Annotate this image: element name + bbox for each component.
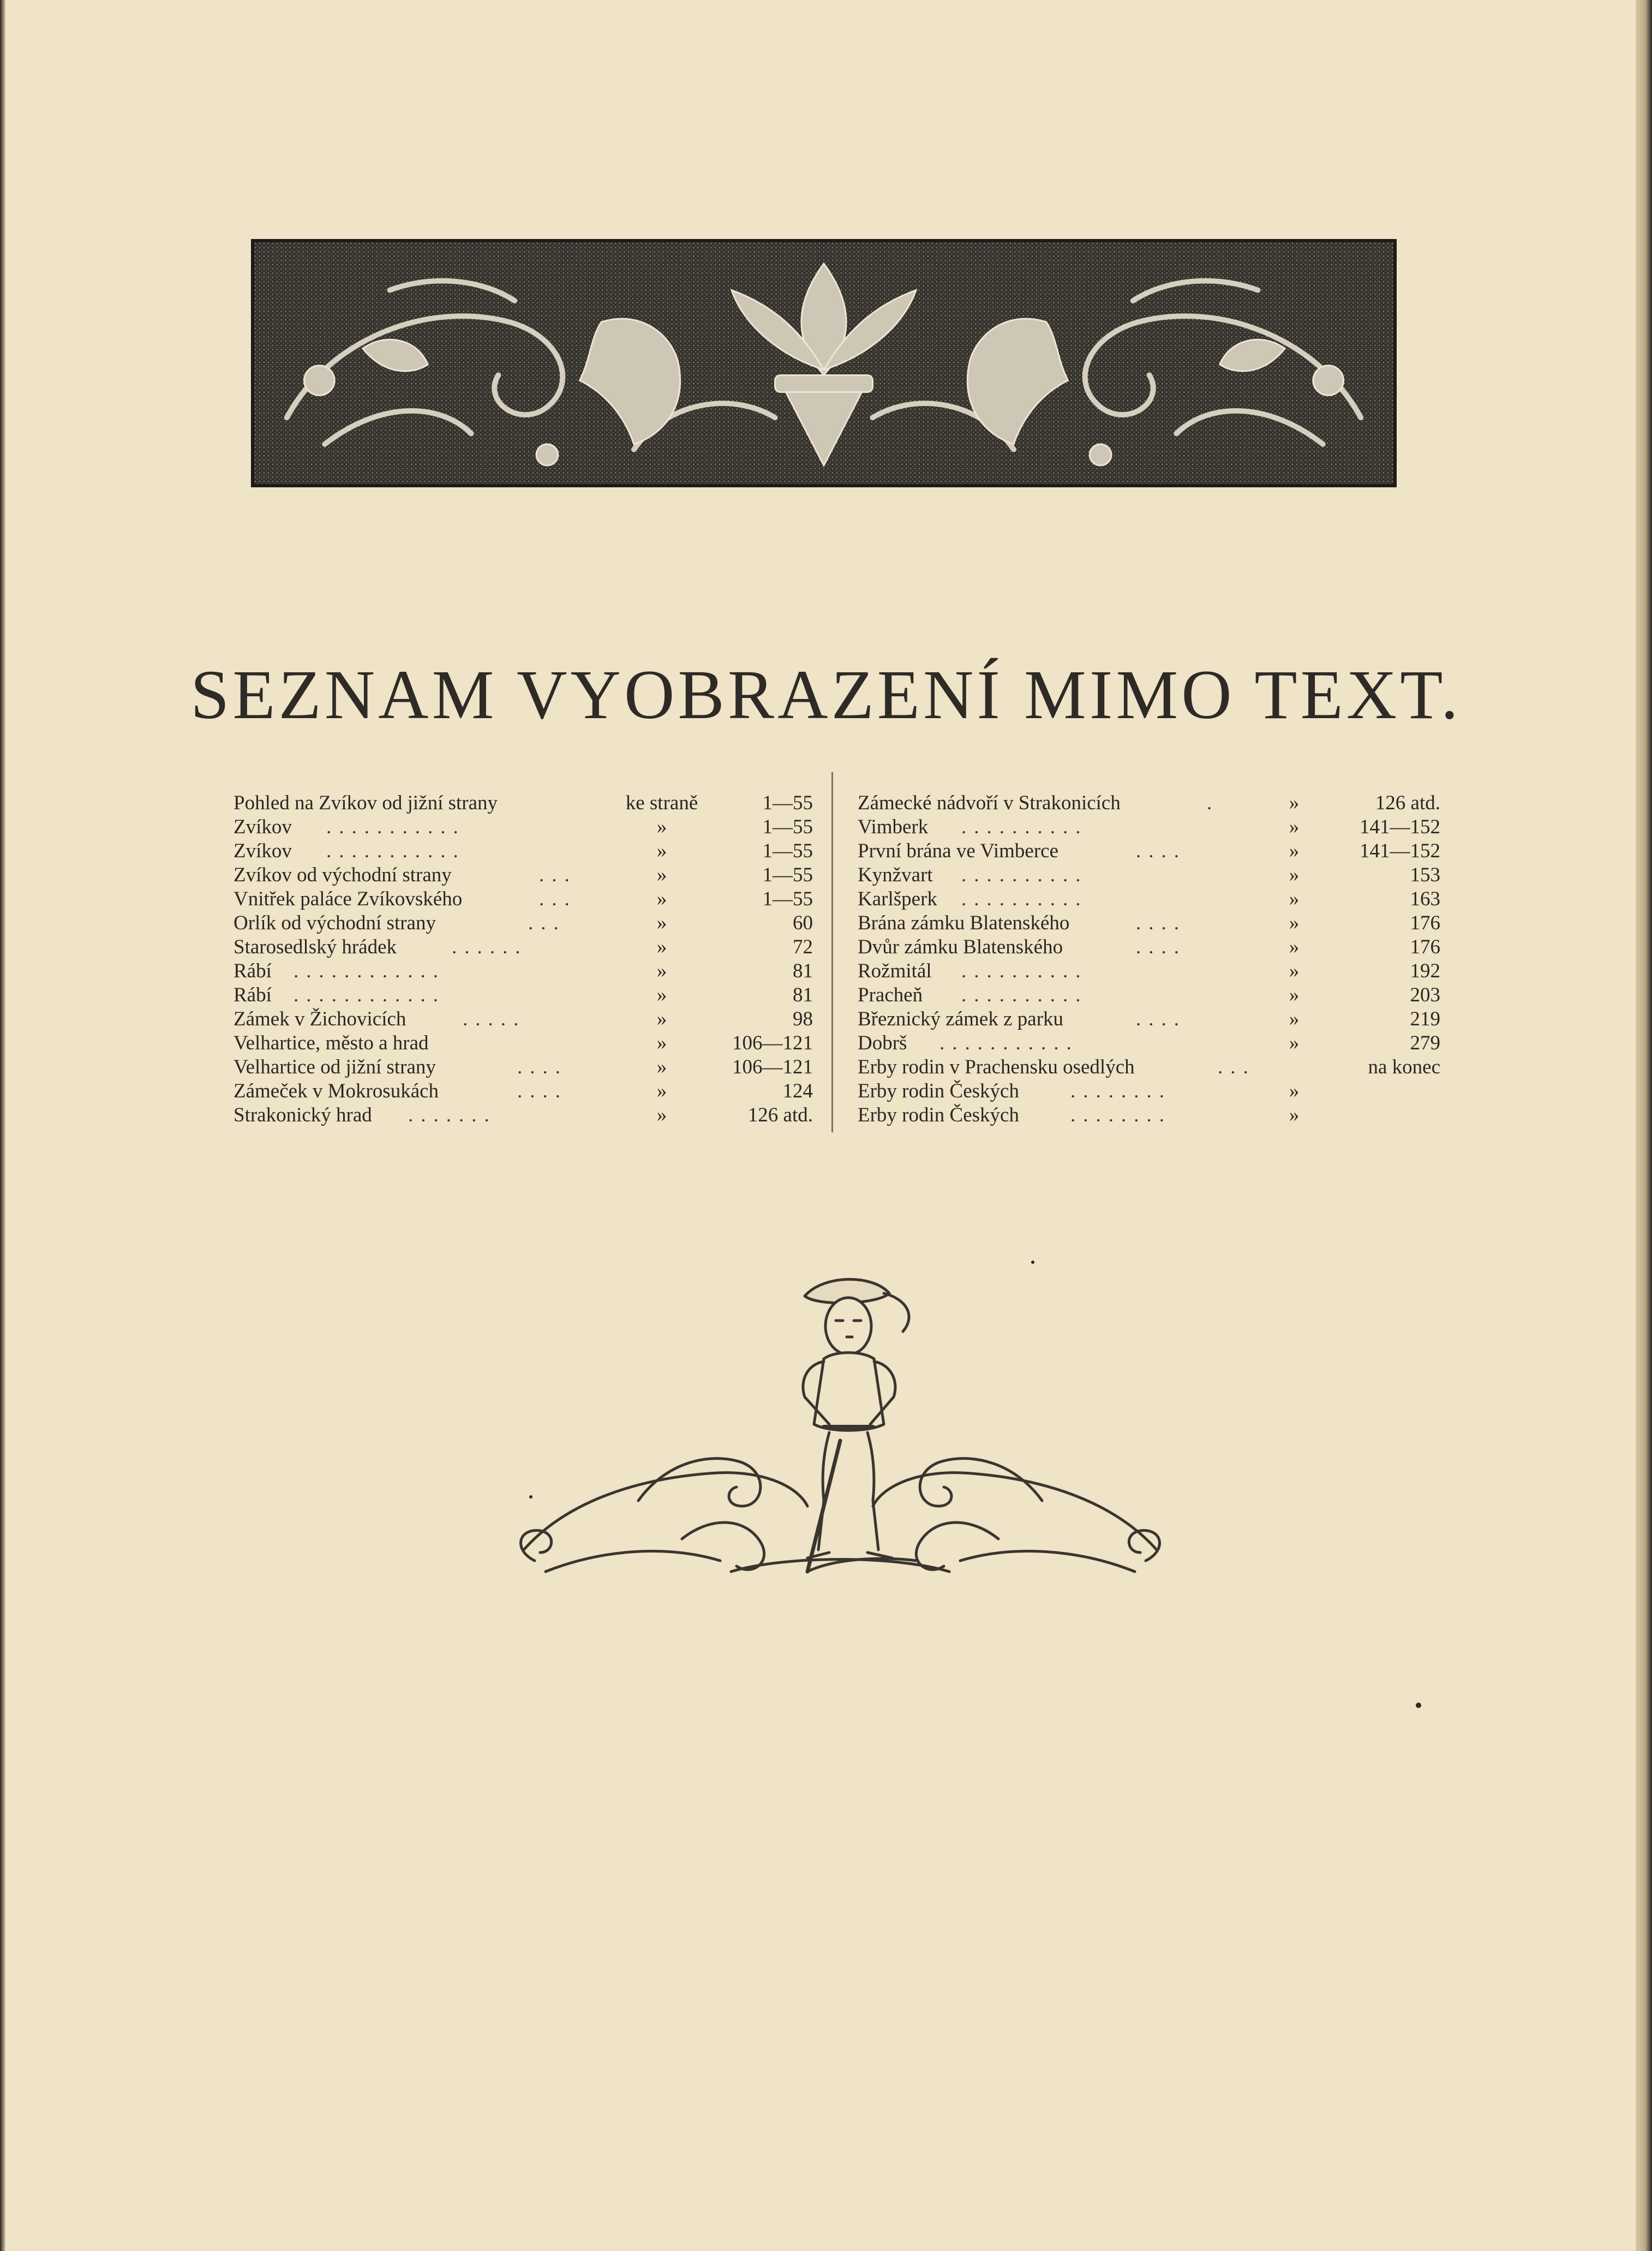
leader-dots: .... — [517, 1056, 568, 1078]
item-page: 106—121 — [732, 1056, 813, 1078]
list-item — [234, 1079, 813, 1103]
item-title: Rábí — [234, 960, 272, 982]
item-page: 1—55 — [762, 888, 813, 910]
item-title: Strakonický hrad — [234, 1104, 372, 1126]
item-title: Vimberk — [858, 816, 929, 838]
item-ref: » — [1289, 792, 1300, 814]
item-page: 1—55 — [762, 840, 813, 862]
item-title: Březnický zámek z parku — [858, 1008, 1064, 1030]
item-title: Dobrš — [858, 1032, 907, 1054]
list-item — [234, 863, 813, 887]
item-page: 279 — [1410, 1032, 1440, 1054]
item-ref: » — [656, 1104, 667, 1126]
list-item — [858, 983, 1440, 1007]
list-item — [858, 863, 1440, 887]
list-item — [234, 887, 813, 911]
list-item — [234, 1031, 813, 1055]
left-column-list — [234, 791, 813, 1127]
list-item — [234, 959, 813, 983]
leader-dots: .......... — [961, 888, 1088, 910]
leader-dots: ... — [539, 888, 577, 910]
item-ref: » — [1289, 816, 1300, 838]
item-ref: » — [1289, 912, 1300, 934]
item-page: 106—121 — [732, 1032, 813, 1054]
leader-dots: ........... — [939, 1032, 1079, 1054]
paper-speck — [1031, 1261, 1034, 1264]
item-ref: » — [1289, 840, 1300, 862]
item-page: 60 — [793, 912, 813, 934]
page-left-edge — [0, 0, 5, 2251]
list-item — [858, 1031, 1440, 1055]
item-title: Brána zámku Blatenského — [858, 912, 1070, 934]
headpiece-ornament — [251, 239, 1397, 487]
item-ref: » — [656, 936, 667, 958]
item-title: Erby rodin v Prachensku osedlých — [858, 1056, 1135, 1078]
item-ref: » — [656, 912, 667, 934]
item-ref: » — [656, 1080, 667, 1102]
item-title: Karlšperk — [858, 888, 937, 910]
leader-dots: ........... — [326, 840, 466, 862]
list-item — [234, 1007, 813, 1031]
item-ref: » — [656, 816, 667, 838]
leader-dots: ..... — [463, 1008, 526, 1030]
list-item — [858, 791, 1440, 815]
item-page: 98 — [793, 1008, 813, 1030]
item-page: 1—55 — [762, 792, 813, 814]
item-title: Velhartice od jižní strany — [234, 1056, 436, 1078]
item-page: 192 — [1410, 960, 1440, 982]
item-title: Zvíkov od východní strany — [234, 864, 452, 886]
item-title: Zvíkov — [234, 840, 292, 862]
item-ref: » — [656, 1056, 667, 1078]
leader-dots: .... — [1136, 936, 1187, 958]
leader-dots: .......... — [961, 984, 1088, 1006]
leader-dots: ........... — [326, 816, 466, 838]
item-page: na konec — [1368, 1056, 1440, 1078]
list-item — [858, 839, 1440, 863]
list-item — [858, 815, 1440, 839]
leader-dots: ... — [539, 864, 577, 886]
tailpiece-ornament — [502, 1244, 1178, 1604]
list-item — [858, 959, 1440, 983]
paper-speck — [1416, 1703, 1421, 1708]
leader-dots: ........ — [1070, 1104, 1172, 1126]
list-item — [234, 791, 813, 815]
leader-dots: .... — [517, 1080, 568, 1102]
list-item — [858, 1103, 1440, 1127]
item-page: 141—152 — [1360, 840, 1440, 862]
item-title: Zvíkov — [234, 816, 292, 838]
item-page: 176 — [1410, 912, 1440, 934]
leader-dots: ............ — [294, 960, 446, 982]
item-ref: » — [1289, 864, 1300, 886]
item-ref: » — [1289, 1032, 1300, 1054]
list-item — [234, 911, 813, 935]
leader-dots: ....... — [408, 1104, 497, 1126]
item-title: Erby rodin Českých — [858, 1104, 1019, 1126]
item-ref: » — [1289, 1104, 1300, 1126]
item-title: Pohled na Zvíkov od jižní strany — [234, 792, 498, 814]
column-divider — [831, 772, 833, 1132]
item-title: Zámeček v Mokrosukách — [234, 1080, 439, 1102]
list-item — [858, 887, 1440, 911]
leader-dots: ... — [1218, 1056, 1256, 1078]
list-item — [858, 911, 1440, 935]
item-ref: » — [1289, 888, 1300, 910]
item-ref: » — [656, 864, 667, 886]
item-ref: » — [656, 1008, 667, 1030]
leader-dots: .... — [1136, 840, 1187, 862]
item-title: Rábí — [234, 984, 272, 1006]
list-item — [858, 1055, 1440, 1079]
list-item — [234, 1103, 813, 1127]
item-page: 1—55 — [762, 864, 813, 886]
item-page: 163 — [1410, 888, 1440, 910]
item-ref: » — [656, 984, 667, 1006]
leader-dots: ............ — [294, 984, 446, 1006]
item-ref: » — [1289, 1080, 1300, 1102]
item-title: Orlík od východní strany — [234, 912, 436, 934]
list-item — [234, 935, 813, 959]
leader-dots: .... — [1136, 912, 1187, 934]
leader-dots: ...... — [452, 936, 528, 958]
item-page: 219 — [1410, 1008, 1440, 1030]
item-page: 126 atd. — [747, 1104, 813, 1126]
leader-dots: .......... — [961, 960, 1088, 982]
item-title: Zámek v Žichovicích — [234, 1008, 406, 1030]
leader-dots: .......... — [961, 816, 1088, 838]
item-title: Rožmitál — [858, 960, 932, 982]
list-item — [234, 983, 813, 1007]
list-item — [858, 1007, 1440, 1031]
item-title: Dvůr zámku Blatenského — [858, 936, 1063, 958]
item-ref: » — [656, 960, 667, 982]
item-ref: » — [656, 840, 667, 862]
leader-dots: .......... — [961, 864, 1088, 886]
item-page: 124 — [782, 1080, 813, 1102]
item-ref: » — [1289, 960, 1300, 982]
item-page: 126 atd. — [1375, 792, 1440, 814]
item-ref: ke straně — [625, 792, 698, 814]
item-page: 203 — [1410, 984, 1440, 1006]
list-item — [234, 839, 813, 863]
item-page: 81 — [793, 984, 813, 1006]
item-title: Velhartice, město a hrad — [234, 1032, 429, 1054]
item-page: 141—152 — [1360, 816, 1440, 838]
item-title: Starosedlský hrádek — [234, 936, 397, 958]
item-title: Vnitřek paláce Zvíkovského — [234, 888, 463, 910]
leader-dots: .... — [1136, 1008, 1187, 1030]
item-ref: » — [1289, 1008, 1300, 1030]
list-item — [858, 935, 1440, 959]
item-ref: » — [1289, 936, 1300, 958]
list-item — [234, 815, 813, 839]
item-title: První brána ve Vimberce — [858, 840, 1058, 862]
item-page: 153 — [1410, 864, 1440, 886]
paper-speck — [529, 1495, 532, 1498]
leader-dots: . — [1207, 792, 1220, 814]
page-right-edge — [1636, 0, 1652, 2251]
item-page: 81 — [793, 960, 813, 982]
item-page: 1—55 — [762, 816, 813, 838]
item-page: 72 — [793, 936, 813, 958]
list-item — [858, 1079, 1440, 1103]
item-title: Erby rodin Českých — [858, 1080, 1019, 1102]
leader-dots: ........ — [1070, 1080, 1172, 1102]
item-page: 176 — [1410, 936, 1440, 958]
item-title: Zámecké nádvoří v Strakonicích — [858, 792, 1121, 814]
right-column-list — [858, 791, 1440, 1127]
item-ref: » — [656, 888, 667, 910]
item-title: Pracheň — [858, 984, 923, 1006]
leader-dots: ... — [528, 912, 566, 934]
item-ref: » — [656, 1032, 667, 1054]
page-title: SEZNAM VYOBRAZENÍ MIMO TEXT. — [190, 656, 1462, 733]
item-ref: » — [1289, 984, 1300, 1006]
list-item — [234, 1055, 813, 1079]
item-title: Kynžvart — [858, 864, 933, 886]
